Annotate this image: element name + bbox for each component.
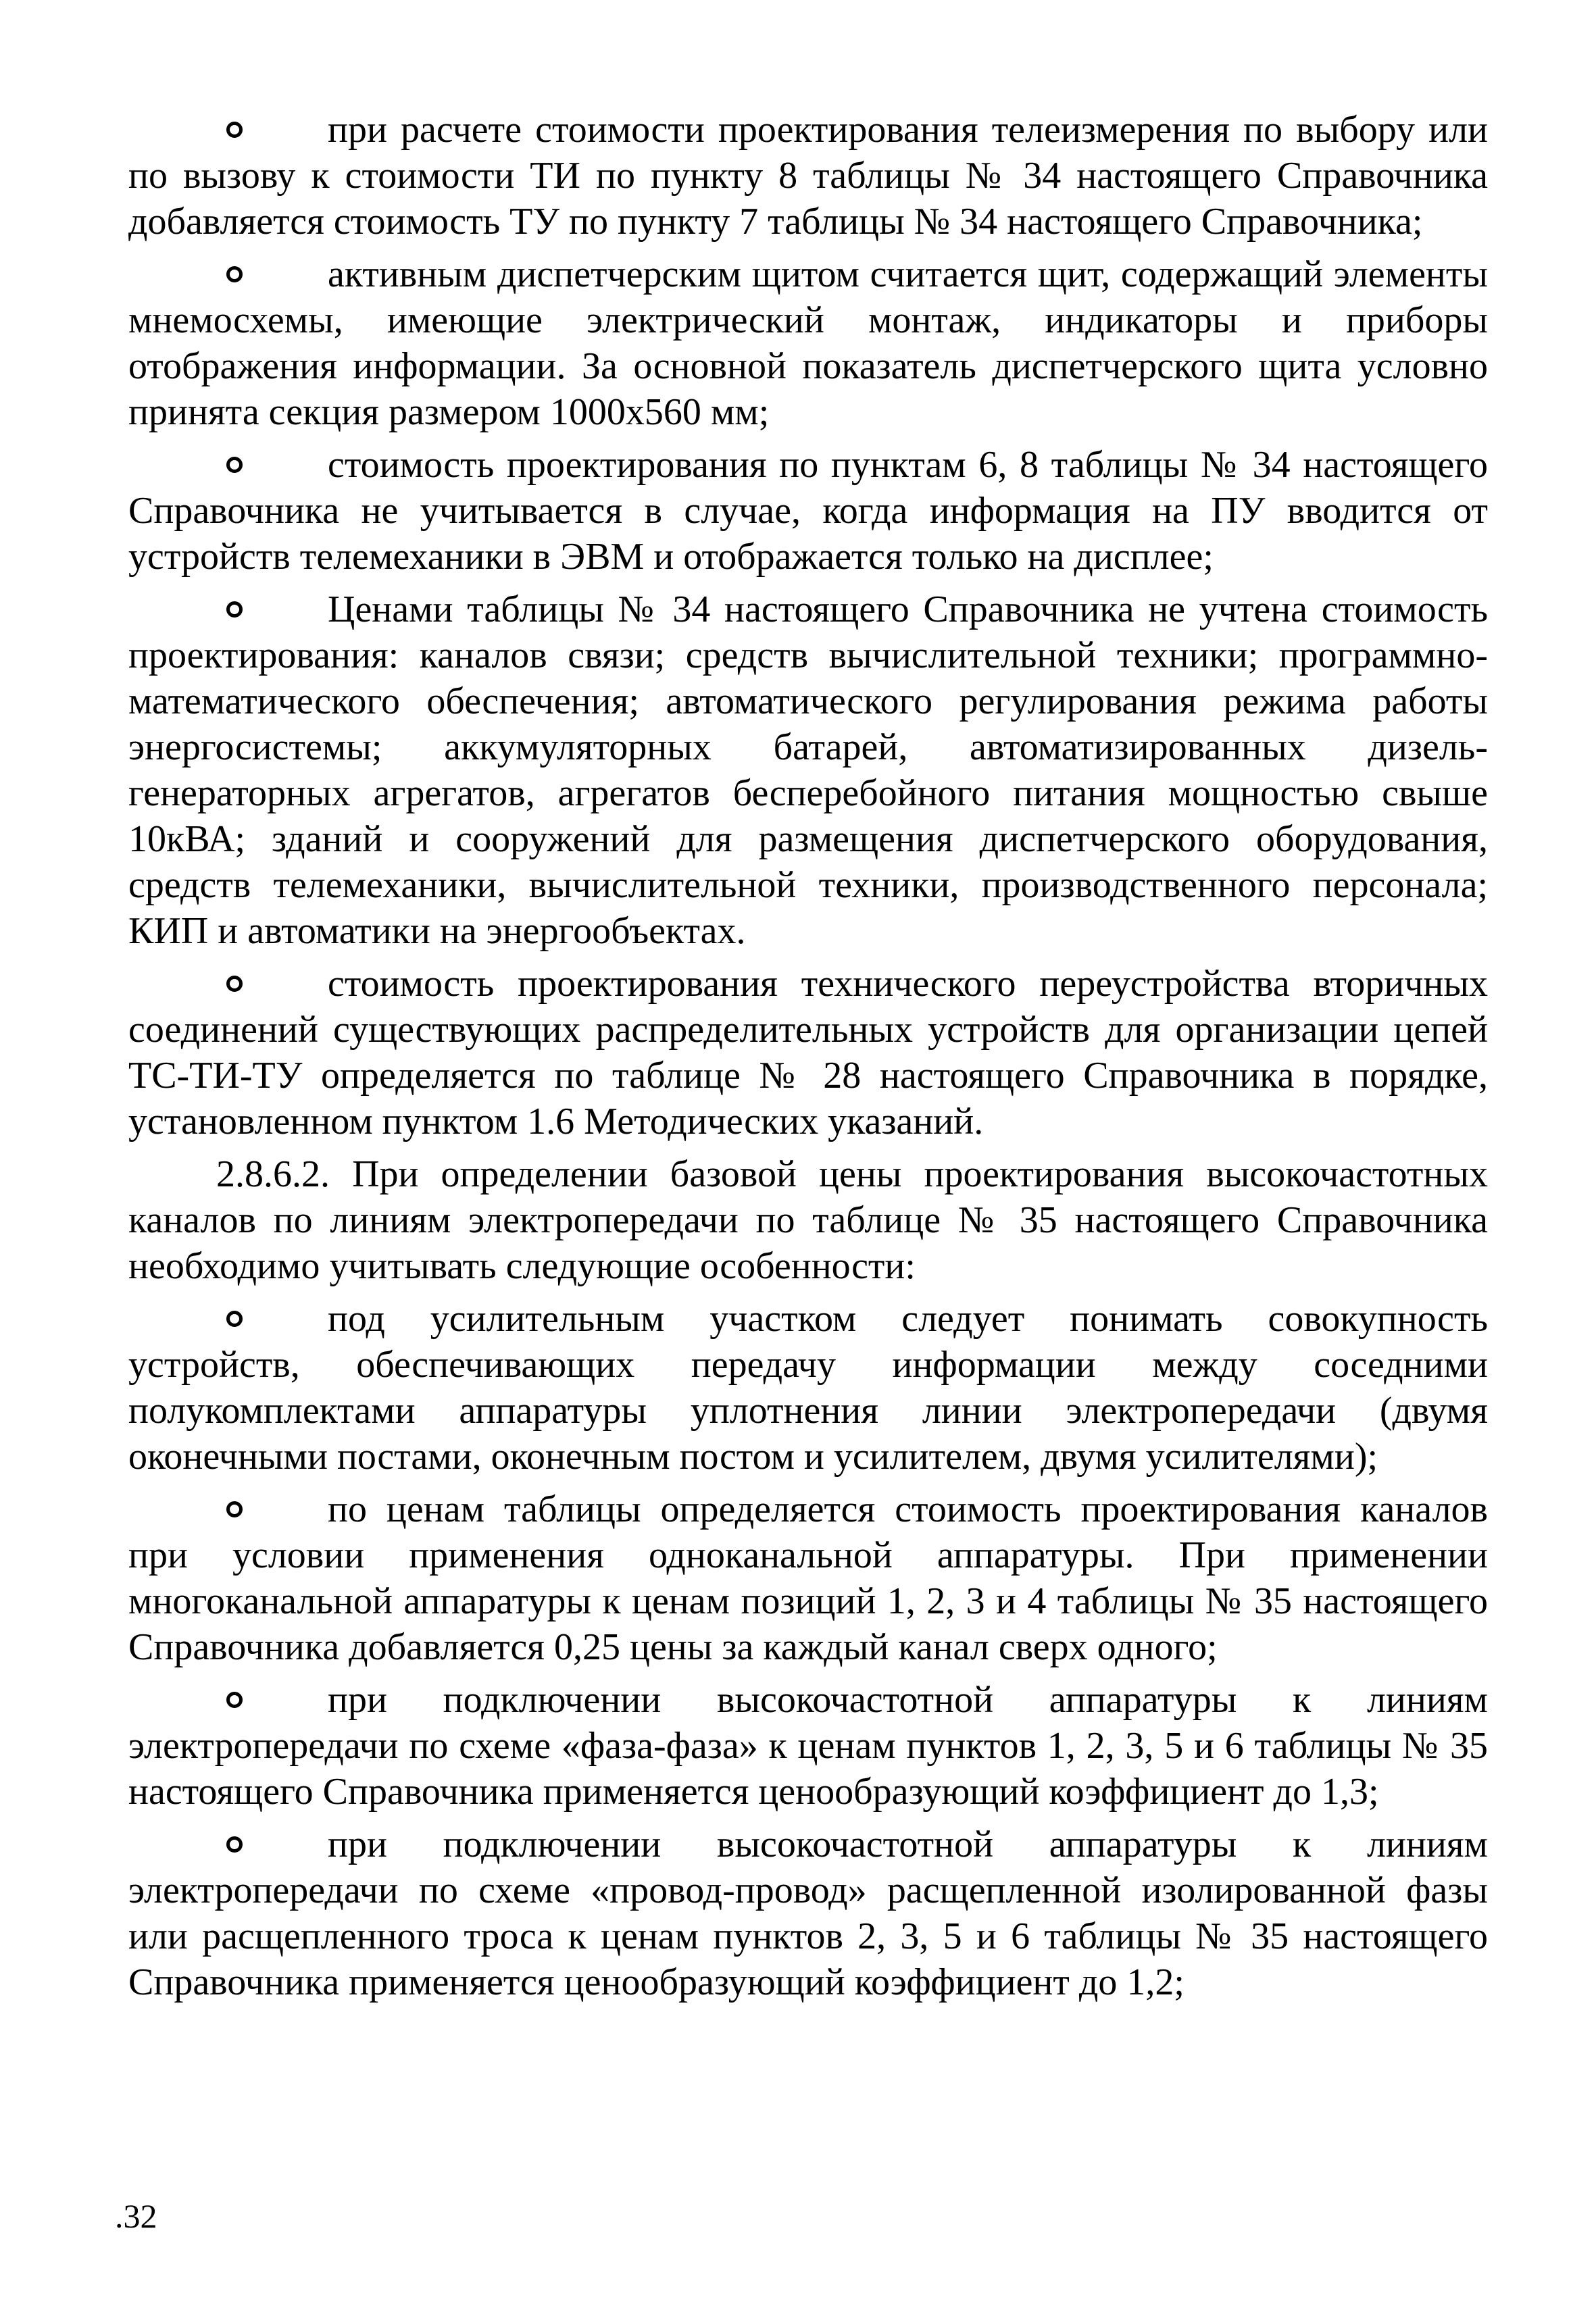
paragraph-text: по ценам таблицы определяется стоимость проектирования каналов при условии применения одноканальной аппаратуры. При применении многоканальной аппаратуры к ценам позиций 1, 2, 3 и 4 таблицы № 35 настоящего Справочника добавляется 0,25 цены за каждый канал сверх одного;	[128, 1488, 1488, 1668]
paragraph-text: стоимость проектирования по пунктам 6, 8 таблицы № 34 настоящего Справочника не учитывается в случае, когда информация на ПУ вводится от устройств телемеханики в ЭВМ и отображается только на дисплее;	[128, 444, 1488, 578]
bullet-circle-icon	[226, 457, 243, 473]
bullet-paragraph	[128, 1821, 1488, 2005]
paragraph-text: под усилительным участком следует понимать совокупность устройств, обеспечивающих передачу информации между соседними полукомплектами аппаратуры уплотнения линии электропередачи (двумя оконечными постами, оконечным постом и усилителем, двумя усилителями);	[128, 1298, 1488, 1478]
bullet-circle-icon	[226, 1836, 243, 1853]
paragraph-text: при подключении высокочастотной аппаратуры к линиям электропередачи по схеме «провод-провод» расщепленной изолированной фазы или расщепленного троса к ценам пунктов 2, 3, 5 и 6 таблицы № 35 настоящего Справочника применяется ценообразующий коэффициент до 1,2;	[128, 1823, 1488, 2003]
bullet-circle-icon	[226, 1501, 243, 1517]
bullet-circle-icon	[226, 122, 243, 138]
bullet-circle-icon	[226, 266, 243, 282]
bullet-circle-icon	[226, 601, 243, 618]
paragraph-text: активным диспетчерским щитом считается щит, содержащий элементы мнемосхемы, имеющие электрический монтаж, индикаторы и приборы отображения информации. За основной показатель диспетчерского щита условно принята секция размером 1000х560 мм;	[128, 253, 1488, 433]
bullet-circle-icon	[226, 976, 243, 992]
paragraph-text: 2.8.6.2. При определении базовой цены проектирования высокочастотных каналов по линиям электропередачи по таблице № 35 настоящего Справочника необходимо учитывать следующие особенности:	[128, 1153, 1488, 1287]
bullet-paragraph	[128, 961, 1488, 1145]
page-number: .32	[115, 2197, 157, 2235]
bullet-paragraph	[128, 586, 1488, 954]
bullet-circle-icon	[226, 1311, 243, 1327]
bullet-paragraph	[128, 251, 1488, 435]
bullet-paragraph	[128, 1677, 1488, 1815]
document-body	[128, 107, 1488, 2012]
bullet-paragraph	[128, 107, 1488, 245]
bullet-paragraph	[128, 1296, 1488, 1480]
paragraph-text: при расчете стоимости проектирования телеизмерения по выбору или по вызову к стоимости ТИ по пункту 8 таблицы № 34 настоящего Справочника добавляется стоимость ТУ по пункту 7 таблицы № 34 настоящего Справочника;	[128, 109, 1488, 243]
paragraph-text: при подключении высокочастотной аппаратуры к линиям электропередачи по схеме «фаза-фаза» к ценам пунктов 1, 2, 3, 5 и 6 таблицы № 35 настоящего Справочника применяется ценообразующий коэффициент до 1,3;	[128, 1679, 1488, 1813]
bullet-paragraph	[128, 442, 1488, 580]
numbered-paragraph-2-8-6-2	[128, 1151, 1488, 1289]
bullet-paragraph	[128, 1486, 1488, 1670]
paragraph-text: Ценами таблицы № 34 настоящего Справочника не учтена стоимость проектирования: каналов связи; средств вычислительной техники; программно-математического обеспечения; автоматического регулирования режима работы энергосистемы; аккумуляторных батарей, автоматизированных дизель-генераторных агрегатов, агрегатов бесперебойного питания мощностью свыше 10кВА; зданий и сооружений для размещения диспетчерского оборудования, средств телемеханики, вычислительной техники, производственного персонала; КИП и автоматики на энергообъектах.	[128, 588, 1488, 952]
paragraph-text: стоимость проектирования технического переустройства вторичных соединений существующих распределительных устройств для организации цепей ТС-ТИ-ТУ определяется по таблице № 28 настоящего Справочника в порядке, установленном пунктом 1.6 Методических указаний.	[128, 963, 1488, 1142]
bullet-circle-icon	[226, 1692, 243, 1708]
